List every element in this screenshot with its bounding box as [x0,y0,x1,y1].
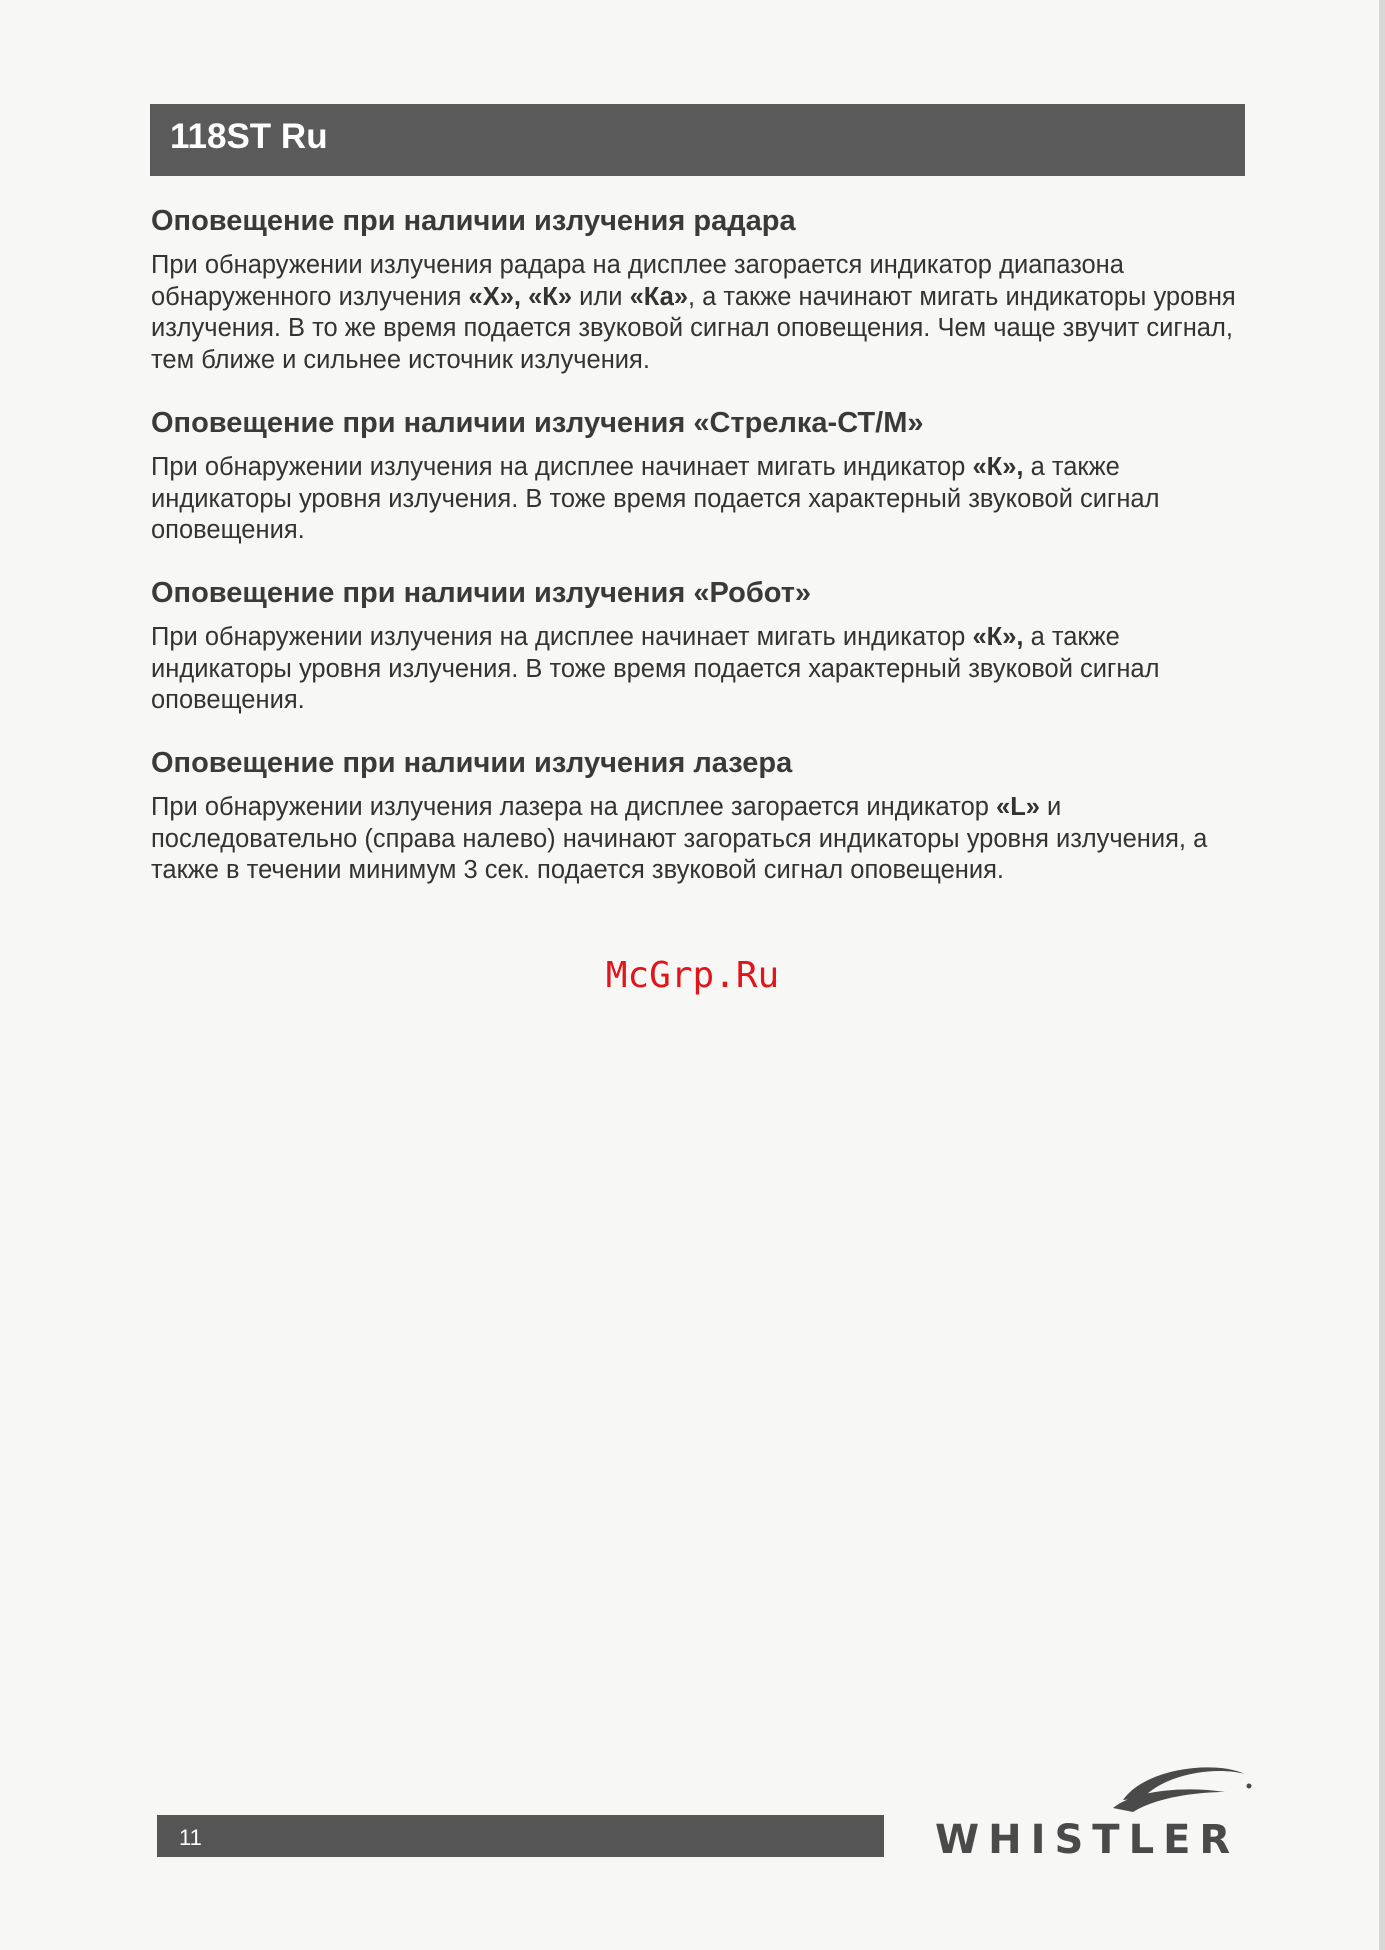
section-heading: Оповещение при наличии излучения «Стрелка-СТ/М» [151,407,924,439]
section-radar [151,205,1251,376]
watermark: McGrp.Ru [605,955,780,996]
section-heading: Оповещение при наличии излучения лазера [151,747,793,779]
section-strelka [151,407,1251,547]
section-heading: Оповещение при наличии излучения «Робот» [151,577,812,609]
page-number: 11 [179,1825,202,1850]
whistler-logo [935,1760,1255,1870]
footer-bar [157,1815,884,1857]
section-body: При обнаружении излучения на дисплее начинает мигать индикатор «К», а также индикаторы уровня излучения. В тоже время подается характерный звуковой сигнал оповещения. [151,453,1160,544]
header-bar [150,104,1245,176]
whistler-swoosh-logo-icon [1105,1760,1255,1815]
page-title: 118ST Ru [170,117,328,156]
section-robot [151,577,1251,717]
section-body: При обнаружении излучения радара на дисплее загорается индикатор диапазона обнаруженного излучения «X», «К» или «Ка», а также начинают мигать индикаторы уровня излучения. В то же время подается звуковой сигнал оповещения. Чем чаще звучит сигнал, тем ближе и сильнее источник излучения. [151,251,1236,374]
section-laser [151,747,1251,887]
section-body: При обнаружении излучения лазера на дисплее загорается индикатор «L» и последовательно (справа налево) начинают загораться индикаторы уровня излучения, а также в течении минимум 3 сек. подается звуковой сигнал оповещения. [151,793,1208,884]
brand-name: WHISTLER [935,1817,1240,1863]
section-heading: Оповещение при наличии излучения радара [151,205,796,237]
section-body: При обнаружении излучения на дисплее начинает мигать индикатор «К», а также индикаторы уровня излучения. В тоже время подается характерный звуковой сигнал оповещения. [151,623,1160,714]
